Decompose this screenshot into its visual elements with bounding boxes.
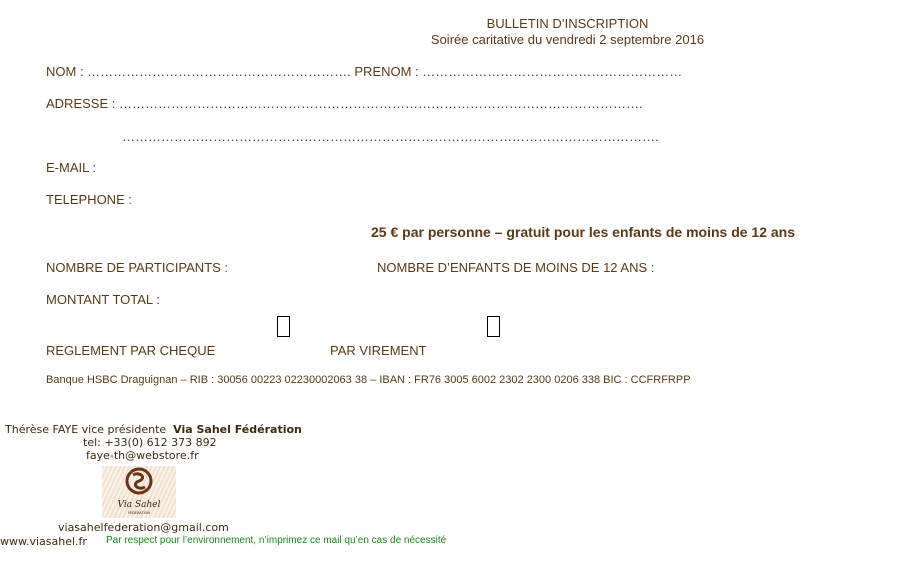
enfants-label: NOMBRE D’ENFANTS DE MOINS DE 12 ANS : [377, 260, 655, 275]
website-link[interactable]: www.viasahel.fr [0, 535, 87, 548]
signature-tel: tel: +33(0) 612 373 892 [83, 436, 217, 449]
email-label: E-MAIL : [46, 160, 97, 175]
participants-label: NOMBRE DE PARTICIPANTS : [46, 260, 229, 275]
signature-email[interactable]: faye-th@webstore.fr [86, 449, 199, 462]
signature-person: Thérèse FAYE vice présidente [5, 423, 167, 436]
adresse-line: ADRESSE : …………………………………………………………………………………………………………. [46, 96, 643, 111]
adresse-line-2: ……………………………………………………………………………………………………………. [122, 129, 659, 144]
eco-note: Par respect pour l’environnement, n’imprimez ce mail qu’en cas de nécessité [106, 535, 447, 546]
via-sahel-logo-icon [102, 466, 176, 518]
cheque-label: REGLEMENT PAR CHEQUE [46, 343, 216, 358]
form-subtitle: Soirée caritative du vendredi 2 septembre 2016 [430, 32, 705, 47]
virement-label: PAR VIREMENT [330, 343, 427, 358]
org-email[interactable]: viasahelfederation@gmail.com [58, 521, 229, 534]
bank-details: Banque HSBC Draguignan – RIB : 30056 00223 02230002063 38 – IBAN : FR76 3005 6002 2302 2300 0206 338 BIC : CCFRFRPP [46, 374, 691, 386]
form-title: BULLETIN D’INSCRIPTION [486, 16, 649, 31]
logo-subtext: FEDERATION [127, 511, 151, 515]
via-sahel-logo [102, 466, 176, 518]
virement-checkbox[interactable] [487, 316, 500, 337]
nom-prenom-line: NOM : ……………………………………………………. PRENOM : …………………………………………………… [46, 64, 683, 79]
montant-label: MONTANT TOTAL : [46, 292, 160, 307]
telephone-label: TELEPHONE : [46, 192, 132, 207]
price-note: 25 € par personne – gratuit pour les enfants de moins de 12 ans [371, 224, 796, 240]
logo-text: Via Sahel [117, 500, 161, 510]
signature-name [5, 423, 302, 436]
signature-org: Via Sahel Fédération [173, 423, 302, 436]
cheque-checkbox[interactable] [277, 316, 290, 337]
